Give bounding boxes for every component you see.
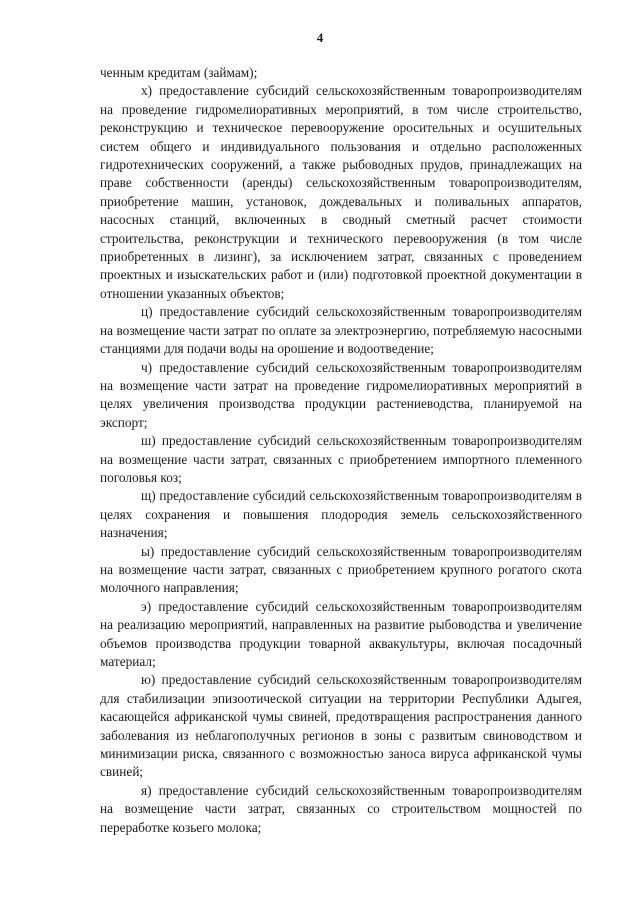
- paragraph-item-e: э) предоставление субсидий сельскохозяйственным товаропроизводителям на реализацию мероприятий, направленных на развитие рыбоводства и увеличение объемов производства продукции товарной аквакультуры, включая посадочный материал;: [100, 598, 582, 669]
- paragraph-continuation: ченным кредитам (займам);: [100, 65, 258, 80]
- document-text-body: [100, 64, 582, 837]
- paragraph-item-ts: ц) предоставление субсидий сельскохозяйственным товаропроизводителям на возмещение части затрат по оплате за электроэнергию, потребляемую насосными станциями для подачи воды на орошение и водоотведение;: [100, 304, 582, 357]
- paragraph-item-shch: щ) предоставление субсидий сельскохозяйственным товаропроизводителям в целях сохранения и повышения плодородия земель сельскохозяйственного назначения;: [100, 488, 582, 541]
- page-number: 4: [316, 30, 324, 45]
- paragraph-item-ch: ч) предоставление субсидий сельскохозяйственным товаропроизводителям на возмещение части затрат на проведение гидромелиоративных мероприятий в целях увеличения производства продукции растениеводства, планируемой на экспорт;: [100, 359, 582, 430]
- paragraph-item-ya: я) предоставление субсидий сельскохозяйственным товаропроизводителям на возмещение части затрат, связанных со строительством мощностей по переработке козьего молока;: [100, 782, 582, 835]
- paragraph-item-y: ы) предоставление субсидий сельскохозяйственным товаропроизводителям на возмещение части затрат, связанных с приобретением крупного рогатого скота молочного направления;: [100, 543, 582, 596]
- paragraph-item-kh: х) предоставление субсидий сельскохозяйственным товаропроизводителям на проведение гидромелиоративных мероприятий, в том числе строительство, реконструкцию и техническое перевооружение оросительных и осушительных систем общего и индивидуального пользования и отдельно расположенных гидротехнических сооружений, а также рыбоводных прудов, принадлежащих на праве собственности (аренды) сельскохозяйственным товаропроизводителям, приобретение машин, установок, дождевальных и поливальных аппаратов, насосных станций, включенных в сводный сметный расчет стоимости строительства, реконструкции и технического перевооружения (в том числе приобретенных в лизинг), за исключением затрат, связанных с проведением проектных и изыскательских работ и (или) подготовкой проектной документации в отношении указанных объектов;: [100, 83, 582, 301]
- paragraph-item-yu: ю) предоставление субсидий сельскохозяйственным товаропроизводителям для стабилизации эпизоотической ситуации на территории Республики Адыгея, касающейся африканской чумы свиней, предотвращения распространения данного заболевания из неблагополучных регионов в зоны с развитым свиноводством и минимизации риска, связанного с возможностью заноса вируса африканской чумы свиней;: [100, 672, 582, 780]
- paragraph-item-sh: ш) предоставление субсидий сельскохозяйственным товаропроизводителям на возмещение части затрат, связанных с приобретением импортного племенного поголовья коз;: [100, 433, 582, 485]
